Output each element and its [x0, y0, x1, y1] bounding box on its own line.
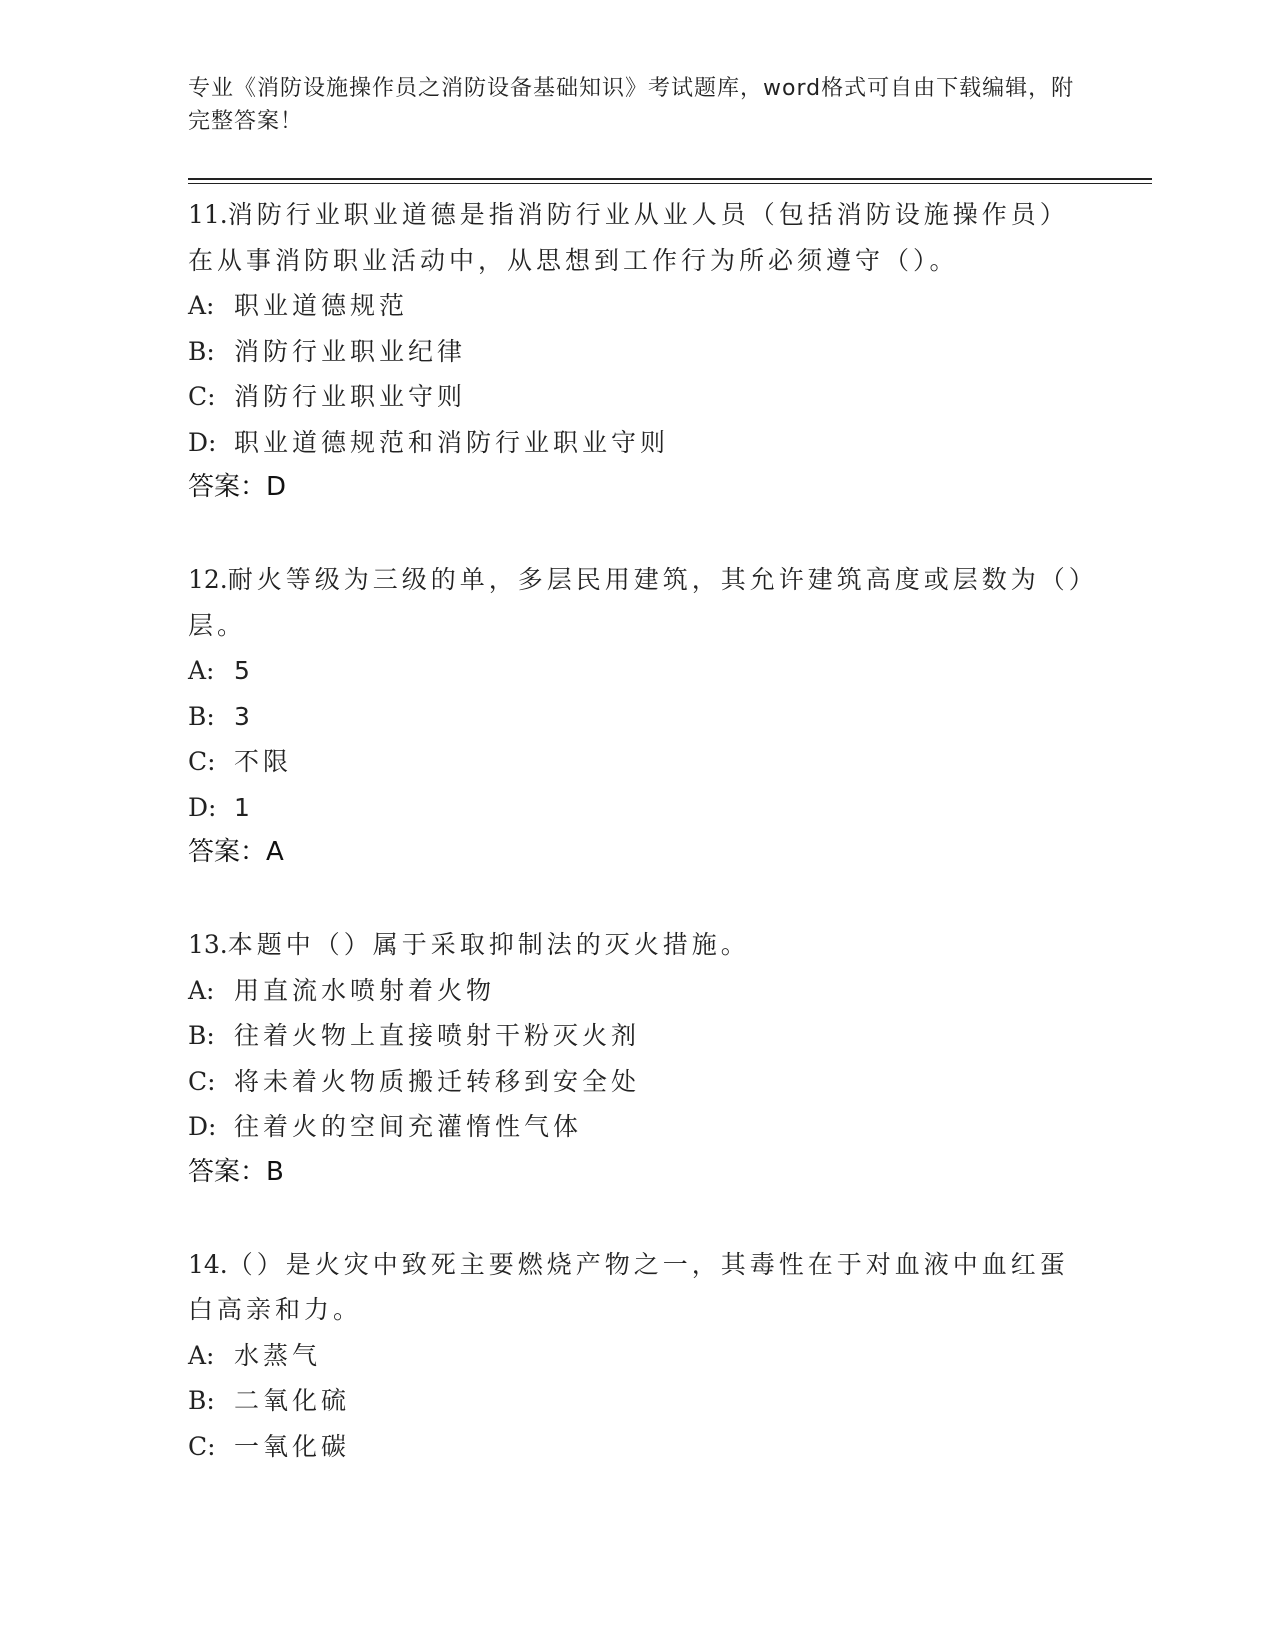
answer: 答案：D: [188, 472, 287, 502]
option-text: 1: [234, 792, 254, 822]
question-text: （）是火灾中致死主要燃烧产物之一，其毒性在于对血液中血红蛋白高亲和力。: [188, 1249, 1069, 1324]
header-divider-thin: [188, 183, 1152, 184]
answer: 答案：A: [188, 837, 284, 867]
option-b: [188, 694, 1088, 740]
option-text: 将未着火物质搬迁转移到安全处: [234, 1066, 641, 1096]
question-stem: [188, 1242, 1088, 1333]
option-a: [188, 1333, 1088, 1379]
question-number: 12.: [188, 565, 228, 594]
question-stem: [188, 922, 1088, 968]
option-label: B:: [188, 1021, 215, 1050]
option-text: 水蒸气: [234, 1340, 322, 1370]
option-b: [188, 329, 1088, 375]
option-a: [188, 283, 1088, 329]
question-11: [188, 192, 1088, 509]
option-label: B:: [188, 336, 215, 366]
option-text: 往着火物上直接喷射干粉灭火剂: [234, 1021, 641, 1050]
option-label: A:: [188, 656, 215, 685]
option-label: B:: [188, 1386, 215, 1415]
option-text: 用直流水喷射着火物: [234, 975, 496, 1005]
option-text: 不限: [234, 747, 293, 776]
option-label: D:: [188, 792, 217, 822]
question-text: 消防行业职业道德是指消防行业从业人员（包括消防设施操作员）在从事消防职业活动中，从思想到工作行为所必须遵守（）。: [188, 200, 1069, 275]
option-text: 二氧化硫: [234, 1386, 351, 1415]
option-label: C:: [188, 1066, 216, 1096]
header-divider: [188, 178, 1152, 180]
option-a: [188, 968, 1088, 1014]
option-d: [188, 1104, 1088, 1150]
option-text: 3: [234, 701, 254, 731]
question-14: [188, 1242, 1088, 1470]
option-text: 消防行业职业纪律: [234, 336, 467, 366]
option-c: [188, 374, 1088, 420]
option-b: [188, 1378, 1088, 1424]
option-c: [188, 1059, 1088, 1105]
option-text: 往着火的空间充灌惰性气体: [234, 1112, 583, 1141]
option-label: D:: [188, 427, 217, 457]
question-text: 耐火等级为三级的单，多层民用建筑，其允许建筑高度或层数为（）层。: [188, 565, 1086, 640]
option-d: [188, 785, 1088, 831]
option-label: A:: [188, 975, 215, 1005]
option-text: 职业道德规范: [234, 291, 409, 320]
option-text: 一氧化碳: [234, 1431, 351, 1461]
question-13: [188, 922, 1088, 1194]
question-text: 本题中（）属于采取抑制法的灭火措施。: [227, 930, 750, 959]
option-label: B:: [188, 701, 215, 731]
question-stem: [188, 192, 1088, 283]
option-label: D:: [188, 1112, 217, 1141]
option-text: 职业道德规范和消防行业职业守则: [234, 427, 670, 457]
option-label: C:: [188, 382, 216, 411]
question-number: 11.: [188, 200, 228, 229]
option-b: [188, 1013, 1088, 1059]
option-label: C:: [188, 747, 216, 776]
option-d: [188, 420, 1088, 466]
question-number: 14.: [188, 1249, 228, 1279]
question-number: 13.: [188, 930, 228, 959]
option-label: A:: [188, 291, 215, 320]
option-label: C:: [188, 1431, 216, 1461]
option-c: [188, 739, 1088, 785]
document-header: 专业《消防设施操作员之消防设备基础知识》考试题库，word格式可自由下载编辑，附完整答案！: [188, 76, 1075, 134]
option-c: [188, 1424, 1088, 1470]
option-text: 5: [234, 656, 254, 685]
answer: 答案：B: [188, 1156, 284, 1187]
option-text: 消防行业职业守则: [234, 382, 467, 411]
question-stem: [188, 557, 1088, 648]
option-a: [188, 648, 1088, 694]
question-list: [188, 192, 1088, 1517]
question-12: [188, 557, 1088, 874]
option-label: A:: [188, 1340, 215, 1370]
